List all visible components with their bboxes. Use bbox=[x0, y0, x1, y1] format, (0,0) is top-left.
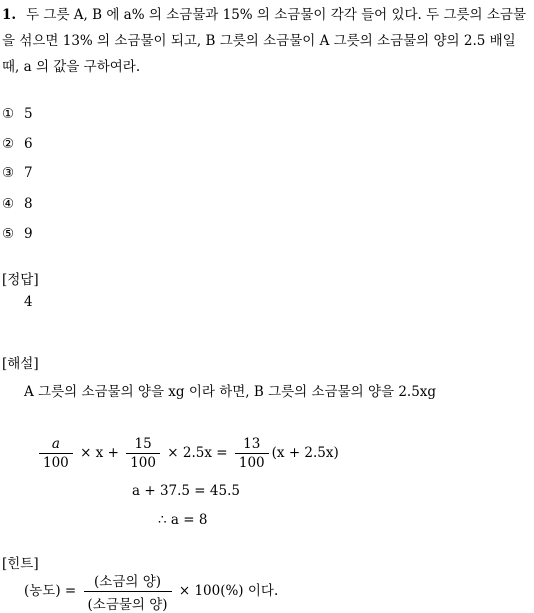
fraction-numerator: (소금의 양) bbox=[84, 570, 172, 592]
answer-label: [정답] bbox=[2, 272, 39, 288]
equation-3: ∴ a = 8 bbox=[158, 512, 208, 528]
question-text: 두 그릇 A, B 에 a% 의 소금물과 15% 의 소금물이 각각 들어 있다. 두 그릇의 소금물을 섞으면 13% 의 소금물이 되고, B 그릇의 소금물이 A 그릇의 소금물의 양의 2.5 배일 때, a 의 값을 구하여라. bbox=[2, 7, 526, 75]
choice-mark: ⑤ bbox=[2, 226, 15, 242]
question bbox=[2, 2, 532, 80]
concentration-fraction bbox=[84, 570, 172, 613]
fraction-denominator: 100 bbox=[43, 455, 69, 471]
fraction-numerator: 13 bbox=[235, 436, 269, 454]
choice-value: 6 bbox=[24, 136, 33, 152]
fraction-denominator: 100 bbox=[130, 455, 156, 471]
hint-formula bbox=[24, 570, 278, 613]
equation-2: a + 37.5 = 45.5 bbox=[132, 483, 240, 499]
fraction-denominator: 100 bbox=[238, 455, 265, 471]
equation-term: (x + 2.5x) bbox=[271, 445, 339, 461]
hint-rhs: × 100(%) 이다. bbox=[178, 583, 279, 599]
choice-3[interactable] bbox=[2, 165, 33, 181]
choice-5[interactable] bbox=[2, 226, 33, 242]
fraction-13-over-100 bbox=[235, 436, 269, 471]
solution-label: [해설] bbox=[2, 356, 39, 372]
equation-1 bbox=[36, 436, 339, 471]
choice-mark: ③ bbox=[2, 165, 15, 181]
choice-4[interactable] bbox=[2, 196, 33, 212]
equation-term: × 2.5x = bbox=[167, 445, 228, 461]
choice-mark: ④ bbox=[2, 196, 15, 212]
answer-value: 4 bbox=[24, 294, 33, 310]
fraction-denominator: (소금물의 양) bbox=[87, 597, 168, 613]
fraction-numerator: 15 bbox=[126, 436, 160, 454]
choice-2[interactable] bbox=[2, 136, 33, 152]
hint-lhs: (농도) = bbox=[24, 583, 77, 599]
choice-mark: ① bbox=[2, 106, 15, 122]
choice-value: 7 bbox=[24, 165, 33, 181]
solution-text: A 그릇의 소금물의 양을 xg 이라 하면, B 그릇의 소금물의 양을 2.5xg bbox=[24, 384, 437, 400]
choice-1[interactable] bbox=[2, 106, 33, 122]
choice-value: 8 bbox=[24, 196, 33, 212]
choice-value: 5 bbox=[24, 106, 33, 122]
choice-value: 9 bbox=[24, 226, 33, 242]
equation-term: × x + bbox=[80, 445, 119, 461]
fraction-numerator: a bbox=[39, 436, 73, 454]
fraction-a-over-100 bbox=[39, 436, 73, 471]
question-number: 1. bbox=[2, 7, 17, 23]
choice-mark: ② bbox=[2, 136, 15, 152]
fraction-15-over-100 bbox=[126, 436, 160, 471]
hint-label: [힌트] bbox=[2, 556, 39, 572]
